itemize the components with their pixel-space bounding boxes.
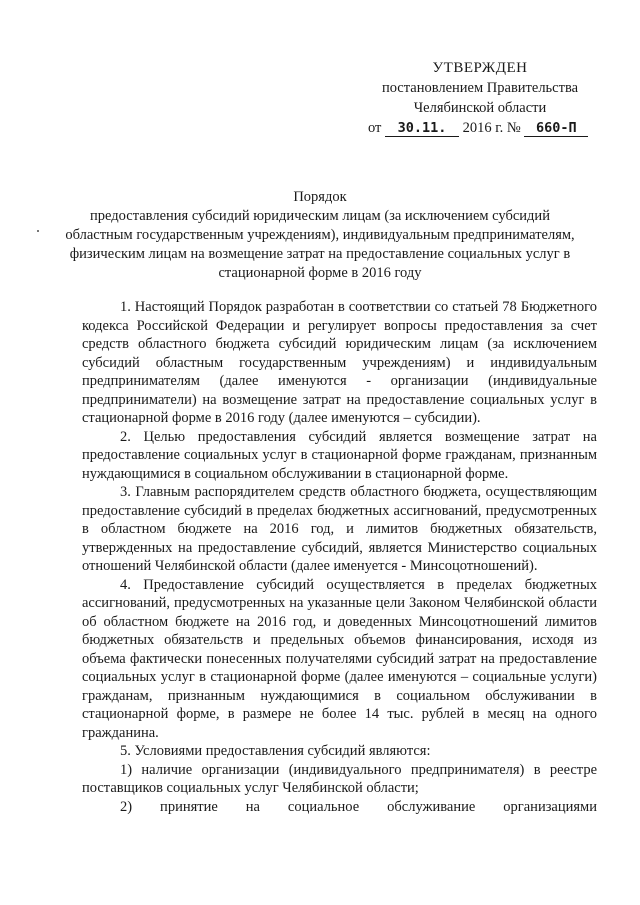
approval-date-line bbox=[360, 118, 600, 138]
paragraph-5: 5. Условиями предоставления субсидий являются: bbox=[120, 743, 431, 759]
approval-block bbox=[360, 58, 600, 138]
document-body bbox=[82, 298, 597, 816]
paragraph-3: 3. Главным распорядителем средств областного бюджета, осуществляющим предоставление субсидий в пределах бюджетных ассигнований, предусмотренных в областном бюджете на 2016 год, и лимитов бюджетных обязательств, утвержденных на предоставление субсидий, является Министерство социальных отношений Челябинской области (далее именуется - Минсоцотношений). bbox=[82, 484, 597, 574]
document-title bbox=[60, 188, 580, 283]
title-text: предоставления субсидий юридическим лицам (за исключением субсидий областным государственным учреждениям), индивидуальным предпринимателям, физическим лицам на возмещение затрат на предоставление социальных услуг в стационарной форме в 2016 году bbox=[65, 208, 575, 281]
scan-speck bbox=[37, 230, 39, 232]
year-label: 2016 г. № bbox=[462, 120, 521, 136]
approval-number: 660-П bbox=[524, 120, 588, 137]
paragraph-1: 1. Настоящий Порядок разработан в соответствии со статьей 78 Бюджетного кодекса Российской Федерации и регулирует вопросы предоставления за счет средств областного бюджета субсидий юридическим лицам (за исключением субсидий областным государственным учреждениям) и индивидуальным предпринимателям (далее именуются - организации (индивидуальные предприниматели) на возмещение затрат на предоставление социальных услуг в стационарной форме в 2016 году (далее именуются – субсидии). bbox=[82, 299, 597, 426]
approval-stamp: УТВЕРЖДЕН bbox=[432, 60, 528, 76]
approval-line-2: Челябинской области bbox=[413, 100, 547, 116]
paragraph-2: 2. Целью предоставления субсидий является возмещение затрат на предоставление социальных услуг в стационарной форме гражданам, признанным нуждающимися в социальном обслуживании в стационарной форме. bbox=[82, 428, 597, 482]
title-heading: Порядок bbox=[293, 189, 347, 205]
paragraph-5-item-1: 1) наличие организации (индивидуального предпринимателя) в реестре поставщиков социальных услуг Челябинской области; bbox=[82, 761, 597, 796]
paragraph-5-item-2: 2) принятие на социальное обслуживание организациями bbox=[120, 798, 597, 815]
approval-date: 30.11. bbox=[385, 120, 459, 137]
paragraph-4: 4. Предоставление субсидий осуществляется в пределах бюджетных ассигнований, предусмотренных на указанные цели Законом Челябинской области об областном бюджете на 2016 год, и доведенных Минсоцотношений лимитов бюджетных обязательств и предельных объемов финансирования, исходя из объема фактически понесенных получателями субсидий затрат на предоставление социальных услуг в стационарной форме (далее именуются – социальные услуги) гражданам, признанным нуждающимися в социальном обслуживании в стационарной форме, в размере не более 14 тыс. рублей в месяц на одного гражданина. bbox=[82, 576, 597, 741]
from-label: от bbox=[368, 120, 382, 136]
approval-line-1: постановлением Правительства bbox=[381, 80, 579, 96]
